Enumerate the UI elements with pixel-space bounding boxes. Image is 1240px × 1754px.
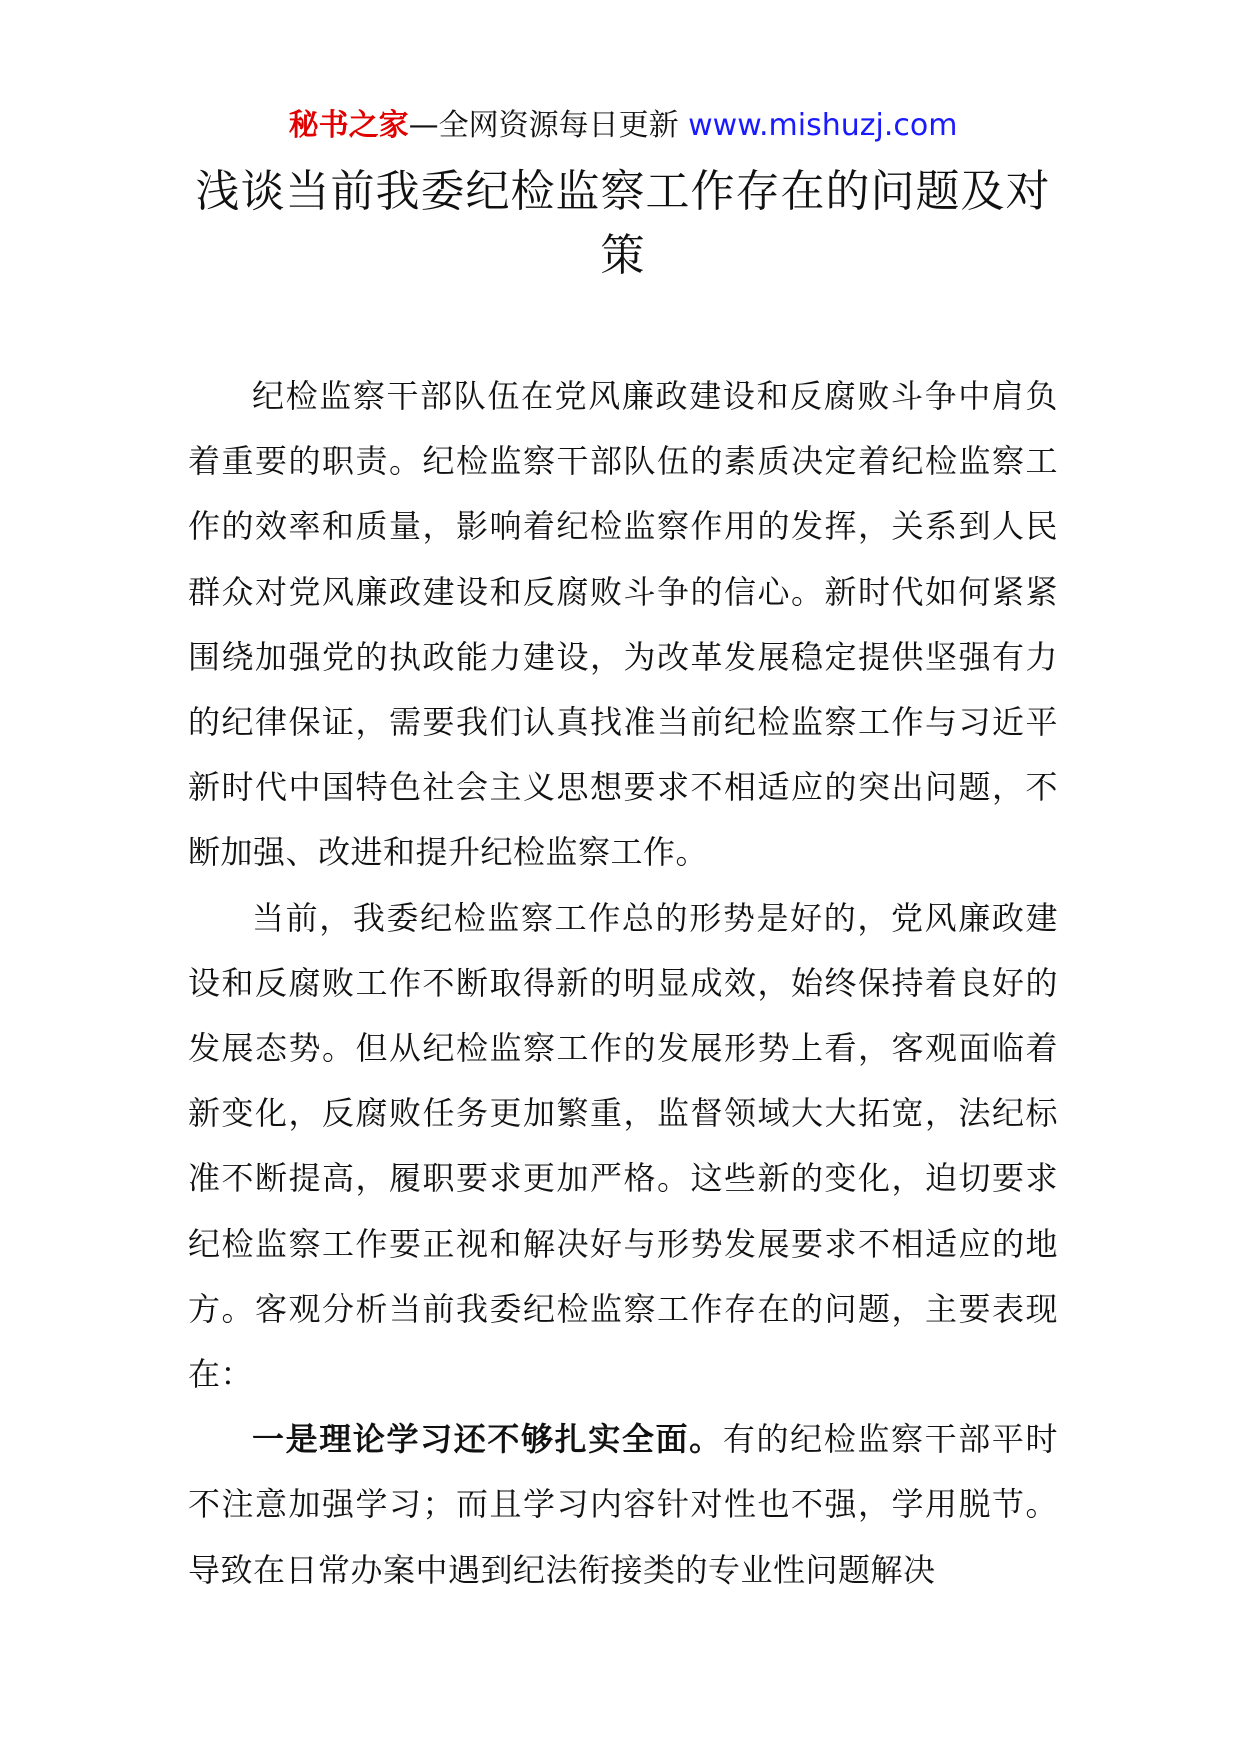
paragraph-2-text: 当前，我委纪检监察工作总的形势是好的，党风廉政建设和反腐败工作不断取得新的明显成效，始终保持着良好的发展态势。但从纪检监察工作的发展形势上看，客观面临着新变化，反腐败任务更加繁重，监督领域大大拓宽，法纪标准不断提高，履职要求更加严格。这些新的变化，迫切要求纪检监察工作要正视和解决好与形势发展要求不相适应的地方。客观分析当前我委纪检监察工作存在的问题，主要表现在： — [188, 898, 1058, 1394]
document-body — [188, 364, 1058, 1603]
banner-slogan: —全网资源每日更新 — [408, 108, 689, 143]
paragraph-3-text: 有的纪检监察干部平时不注意加强学习；而且学习内容针对性也不强，学用脱节。导致在日常办案中遇到纪法衔接类的专业性问题解决 — [188, 1420, 1058, 1589]
banner-url-link[interactable]: www.mishuzj.com — [688, 108, 958, 143]
paragraph-3 — [188, 1407, 1058, 1603]
site-banner — [188, 96, 1058, 156]
document-title: 浅谈当前我委纪检监察工作存在的问题及对策 — [195, 166, 1051, 281]
paragraph-3-lead: 一是理论学习还不够扎实全面。 — [252, 1420, 723, 1459]
paragraph-1-text: 纪检监察干部队伍在党风廉政建设和反腐败斗争中肩负着重要的职责。纪检监察干部队伍的素质决定着纪检监察工作的效率和质量，影响着纪检监察作用的发挥，关系到人民群众对党风廉政建设和反腐败斗争的信心。新时代如何紧紧围绕加强党的执政能力建设，为改革发展稳定提供坚强有力的纪律保证，需要我们认真找准当前纪检监察工作与习近平新时代中国特色社会主义思想要求不相适应的突出问题，不断加强、改进和提升纪检监察工作。 — [188, 377, 1058, 872]
paragraph-1 — [188, 364, 1058, 886]
paragraph-2 — [188, 886, 1058, 1408]
document-page — [188, 96, 1058, 1603]
banner-brand: 秘书之家 — [288, 108, 409, 143]
